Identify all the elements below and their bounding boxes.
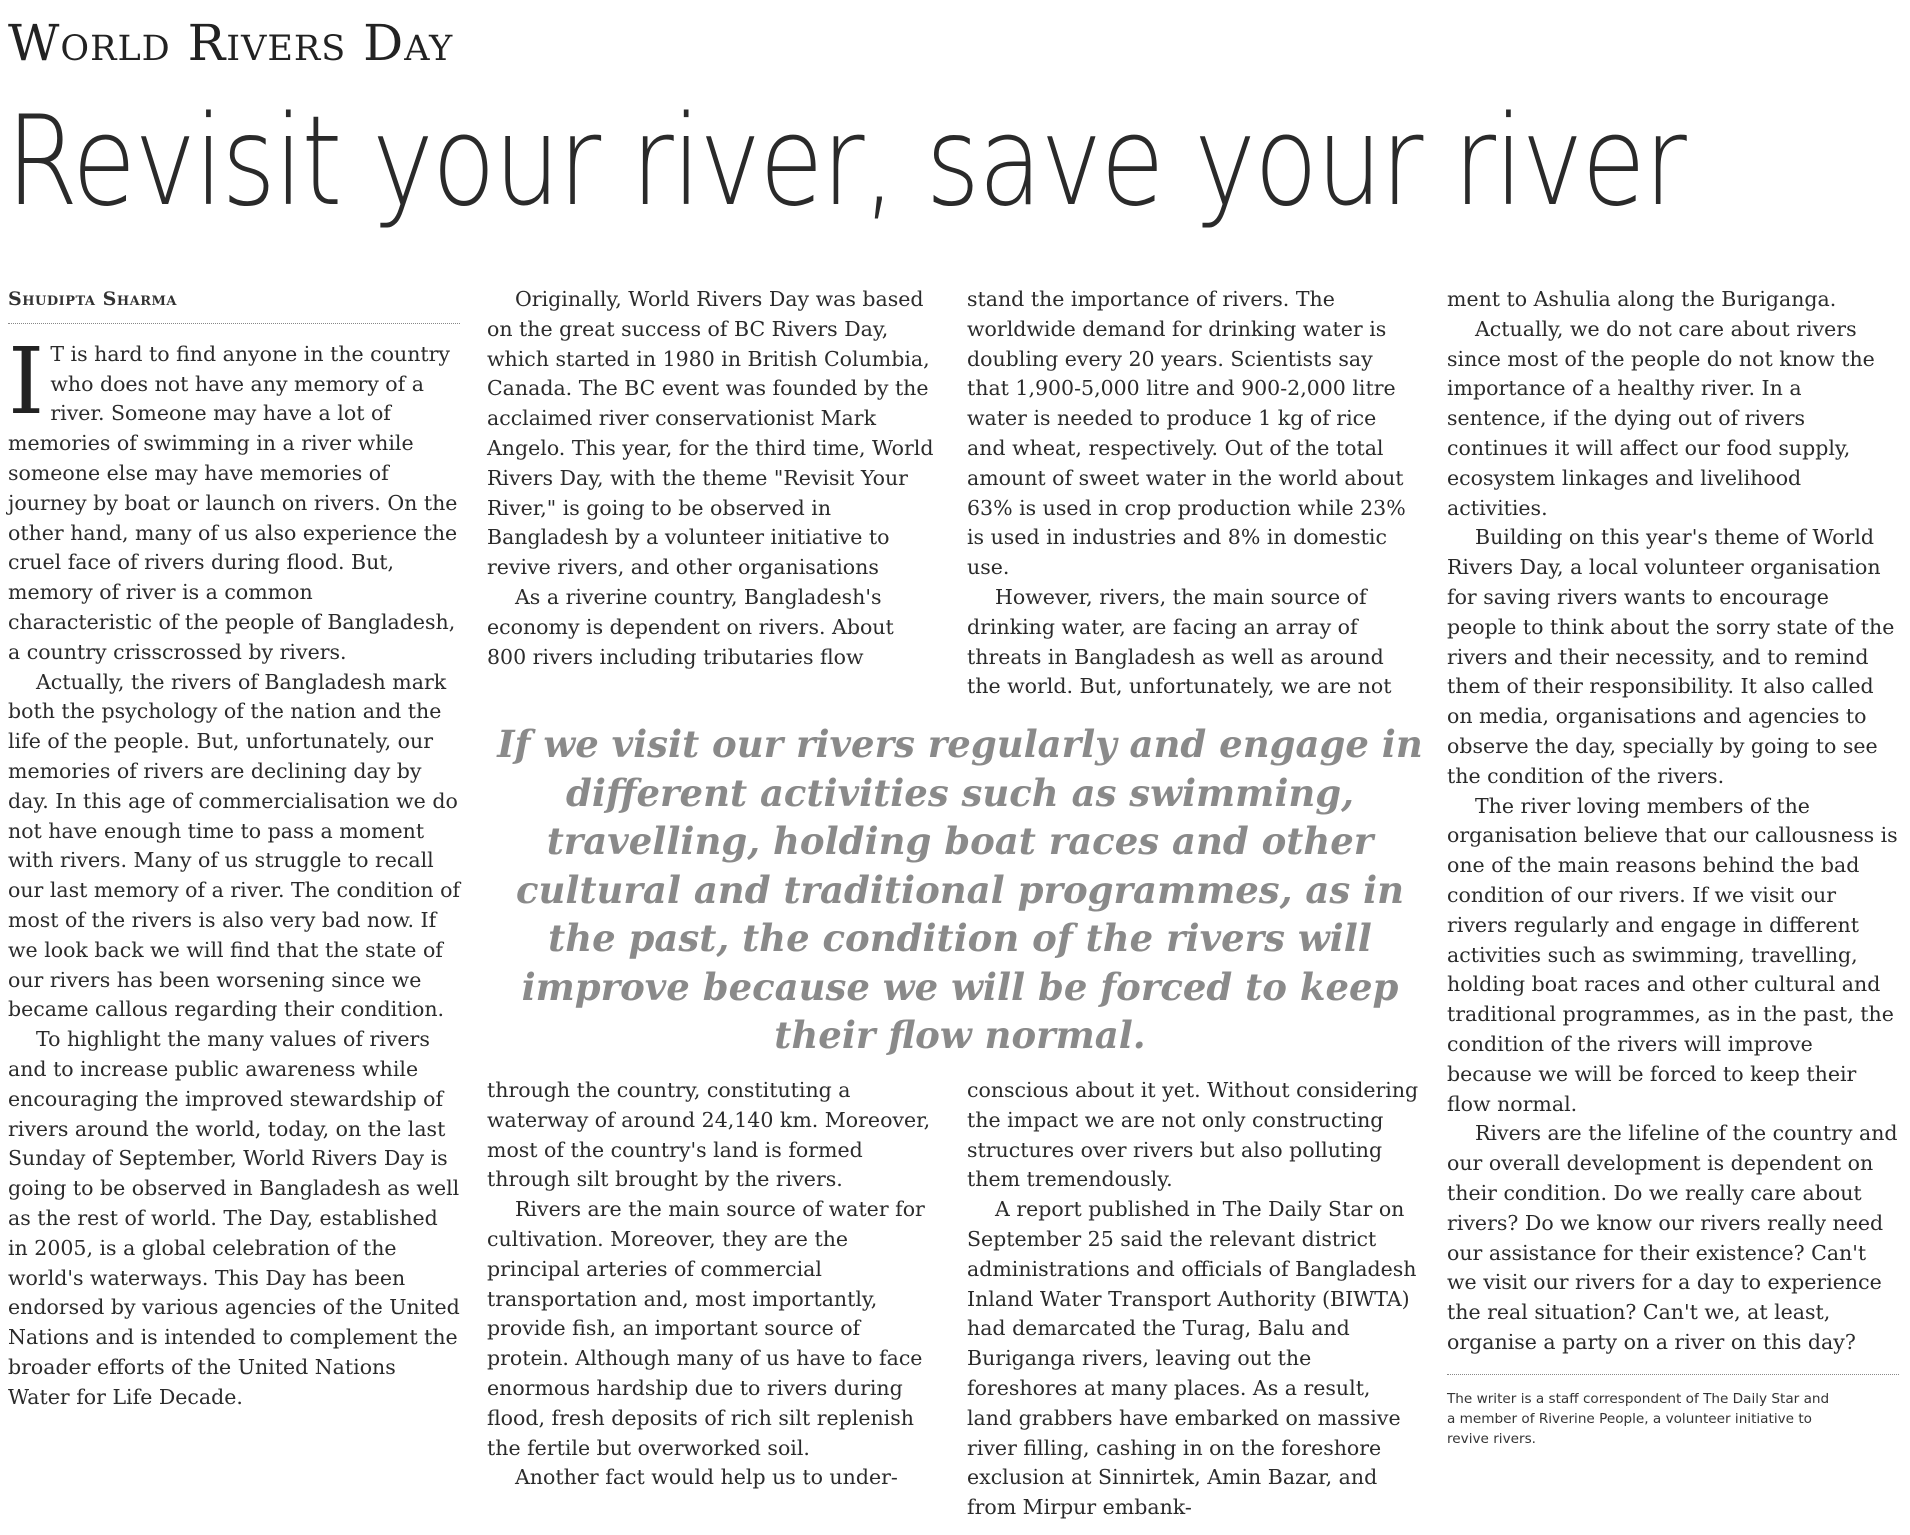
article-paragraph: through the country, constituting a waterway of around 24,140 km. Moreover, most of the country's land is formed through silt brought by the rivers. xyxy=(487,1078,931,1192)
article-paragraph: ment to Ashulia along the Buriganga. xyxy=(1447,287,1837,311)
article-column-4 xyxy=(1447,285,1899,1449)
author-note xyxy=(1447,1374,1899,1449)
article-paragraph: Actually, we do not care about rivers since most of the people do not know the importance of a healthy river. In a sentence, if the dying out of rivers continues it will affect our food supply, ecosystem linkages and livelihood activities. xyxy=(1447,316,1875,520)
article-paragraph: A report published in The Daily Star on September 25 said the relevant district administrations and officials of Bangladesh Inland Water Transport Authority (BIWTA) had demarcated the Turag, Balu and Buriganga rivers, leaving out the foreshores at many places. As a result, land grabbers have embarked on massive river filling, cashing in on the foreshore exclusion at Sinnirtek, Amin Bazar, and from Mirpur embank- xyxy=(967,1197,1417,1520)
headline: Revisit your river, save your river xyxy=(6,90,1686,234)
section-title: World Rivers Day xyxy=(8,14,454,72)
article-paragraph: As a riverine country, Bangladesh's economy is dependent on rivers. About 800 rivers including tributaries flow xyxy=(487,584,894,669)
article-paragraph: However, rivers, the main source of drinking water, are facing an array of threats in Bangladesh as well as around the world. But, unfortunately, we are not xyxy=(967,584,1392,699)
article-paragraph: The river loving members of the organisation believe that our callousness is one of the main reasons behind the bad condition of our rivers. If we visit our rivers regularly and engage in different activities such as swimming, travelling, holding boat races and other cultural and traditional programmes, as in the past, the condition of the rivers will improve because we will be forced to keep their flow normal. xyxy=(1447,793,1898,1116)
drop-cap: I xyxy=(8,327,45,435)
article-column-2-bottom xyxy=(487,1076,939,1493)
author-note-line: The writer is a staff correspondent of The Daily Star and xyxy=(1447,1390,1830,1407)
author-note-line: a member of Riverine People, a volunteer initiative to xyxy=(1447,1410,1812,1427)
article-paragraph: Another fact would help us to under- xyxy=(515,1465,898,1490)
byline: Shudipta Sharma xyxy=(8,285,460,324)
article-paragraph: Originally, World Rivers Day was based on the great success of BC Rivers Day, which started in 1980 in British Columbia, Canada. The BC event was founded by the acclaimed river conservationist Mark Angelo. This year, for the third time, World Rivers Day, with the theme "Revisit Your River," is going to be observed in Bangladesh by a volunteer initiative to revive rivers, and other organisations xyxy=(487,287,934,580)
article-paragraph: To highlight the many values of rivers and to increase public awareness while encouraging the improved stewardship of rivers around the world, today, on the last Sunday of September, World Rivers Day is going to be observed in Bangladesh as well as the rest of world. The Day, established in 2005, is a global celebration of the world's waterways. This Day has been endorsed by various agencies of the United Nations and is intended to complement the broader efforts of the United Nations Water for Life Decade. xyxy=(8,1027,460,1409)
article-column-1 xyxy=(8,285,460,1412)
article-paragraph: I T is hard to find anyone in the country who does not have any memory of a river. Someone may have a lot of memories of swimming in a river while someone else may have memories of journey by boat or launch on rivers. On the other hand, many of us also experience the cruel face of rivers during flood. But, memory of river is a common characteristic of the people of Bangladesh, a country crisscrossed by rivers. xyxy=(8,327,458,664)
article-column-3-top xyxy=(967,285,1419,702)
article-paragraph: Rivers are the lifeline of the country and our overall development is dependent on their condition. Do we really care about rivers? Do we know our rivers really need our assistance for their existence? Can't we visit our rivers for a day to experience the real situation? Can't we, at least, organise a party on a river on this day? xyxy=(1447,1121,1898,1354)
article-paragraph: conscious about it yet. Without considering the impact we are not only constructing structures over rivers but also polluting them tremendously. xyxy=(967,1078,1419,1192)
article-paragraph: Rivers are the main source of water for cultivation. Moreover, they are the principal arteries of commercial transportation and, most importantly, provide fish, an important source of protein. Although many of us have to face enormous hardship due to rivers during flood, fresh deposits of rich silt replenish the fertile but overworked soil. xyxy=(487,1197,925,1460)
article-column-2-top xyxy=(487,285,939,672)
article-column-3-bottom xyxy=(967,1076,1419,1523)
article-paragraph: stand the importance of rivers. The worldwide demand for drinking water is doubling every 20 years. Scientists say that 1,900-5,000 litre and 900-2,000 litre water is needed to produce 1 kg of rice and wheat, respectively. Out of the total amount of sweet water in the world about 63% is used in crop production while 23% is used in industries and 8% in domestic use. xyxy=(967,287,1406,580)
article-paragraph: Actually, the rivers of Bangladesh mark both the psychology of the nation and the life of the people. But, unfortunately, our memories of rivers are declining day by day. In this age of commercialisation we do not have enough time to pass a moment with rivers. Many of us struggle to recall our last memory of a river. The condition of most of the rivers is also very bad now. If we look back we will find that the state of our rivers has been worsening since we became callous regarding their condition. xyxy=(8,669,461,1022)
pull-quote: If we visit our rivers regularly and engage in different activities such as swimming, travelling, holding boat races and other cultural and traditional programmes, as in the past, the condition of the rivers will improve because we will be forced to keep their flow normal. xyxy=(497,722,1423,1057)
article-paragraph: Building on this year's theme of World Rivers Day, a local volunteer organisation for saving rivers wants to encourage people to think about the sorry state of the rivers and their necessity, and to remind them of their responsibility. It also called on media, organisations and agencies to observe the day, specially by going to see the condition of the rivers. xyxy=(1447,525,1895,788)
author-note-line: revive rivers. xyxy=(1447,1430,1536,1447)
